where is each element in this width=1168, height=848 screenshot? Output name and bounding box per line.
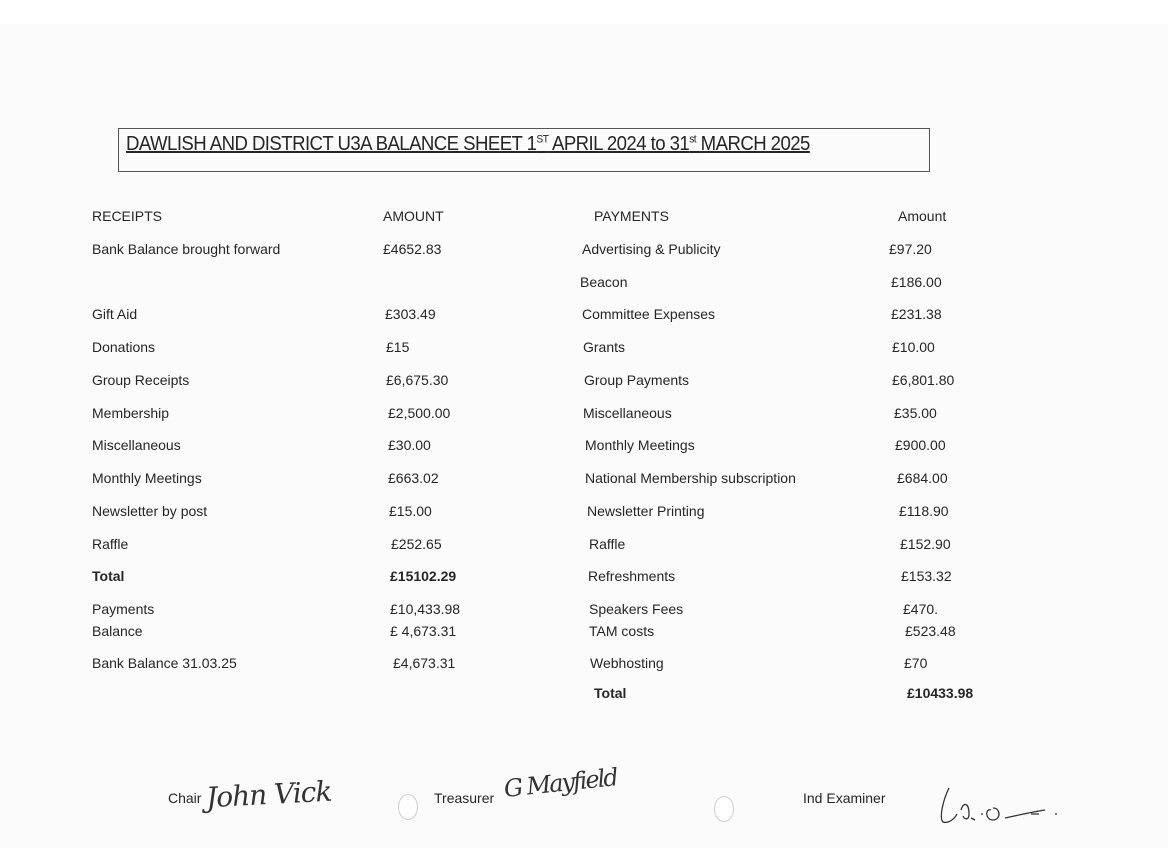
payment-amount: £186.00 xyxy=(891,274,942,290)
scan-margin xyxy=(0,0,1168,24)
receipt-amount: £30.00 xyxy=(388,437,431,453)
payments-amount-header: Amount xyxy=(898,208,947,224)
receipt-label: Raffle xyxy=(92,536,129,552)
receipt-label: Balance xyxy=(92,623,143,639)
payment-amount: £153.32 xyxy=(901,568,952,584)
receipt-label: Miscellaneous xyxy=(92,437,181,453)
receipt-amount: £ 4,673.31 xyxy=(390,623,457,639)
payment-amount: £10.00 xyxy=(892,339,935,355)
payment-label: Group Payments xyxy=(584,372,690,388)
receipt-amount: £6,675.30 xyxy=(386,372,449,388)
payment-amount: £523.48 xyxy=(905,623,956,639)
title-sup: st xyxy=(689,133,697,146)
receipts-total-label: Total xyxy=(92,568,125,584)
payment-label: Committee Expenses xyxy=(582,306,716,322)
payment-label: Monthly Meetings xyxy=(585,437,695,453)
payment-label: National Membership subscription xyxy=(585,470,796,486)
payment-amount: £152.90 xyxy=(900,536,951,552)
receipt-amount: £252.65 xyxy=(391,536,442,552)
receipt-label: Monthly Meetings xyxy=(92,470,202,486)
chair-signature: John Vick xyxy=(205,774,333,815)
title-text: APRIL 2024 to 31 xyxy=(548,133,690,155)
receipt-amount: £15 xyxy=(386,339,410,355)
payment-amount: £97.20 xyxy=(889,241,932,257)
payments-total-amount: £10433.98 xyxy=(907,685,974,701)
title-text: MARCH 2025 xyxy=(696,133,810,155)
receipt-label: Newsletter by post xyxy=(92,503,208,519)
receipt-label: Membership xyxy=(92,405,170,421)
payment-amount: £231.38 xyxy=(891,306,942,322)
receipt-label: Group Receipts xyxy=(92,372,190,388)
payments-header: PAYMENTS xyxy=(594,208,669,224)
examiner-label: Ind Examiner xyxy=(803,790,886,806)
receipts-header: RECEIPTS xyxy=(92,208,163,224)
receipts-total-amount: £15102.29 xyxy=(390,568,457,584)
receipt-amount: £303.49 xyxy=(385,306,436,322)
payment-label: TAM costs xyxy=(589,623,655,639)
punch-hole xyxy=(714,796,734,822)
examiner-signature xyxy=(935,780,1065,830)
payment-label: Advertising & Publicity xyxy=(582,241,721,257)
payment-label: Speakers Fees xyxy=(589,601,684,617)
receipt-label: Payments xyxy=(92,601,155,617)
receipt-amount: £2,500.00 xyxy=(388,405,451,421)
payment-amount: £6,801.80 xyxy=(892,372,955,388)
title-sup: ST xyxy=(536,133,549,146)
receipt-amount: £4,673.31 xyxy=(393,655,456,671)
receipt-label: Donations xyxy=(92,339,156,355)
payment-amount: £900.00 xyxy=(895,437,946,453)
payment-label: Raffle xyxy=(589,536,626,552)
chair-label: Chair xyxy=(168,790,202,806)
payment-amount: £684.00 xyxy=(897,470,948,486)
receipt-label: Gift Aid xyxy=(92,306,138,322)
payment-label: Newsletter Printing xyxy=(587,503,705,519)
payment-amount: £470. xyxy=(903,601,939,617)
punch-hole xyxy=(398,794,418,820)
payment-amount: £35.00 xyxy=(894,405,937,421)
payment-label: Grants xyxy=(583,339,626,355)
title-text: DAWLISH AND DISTRICT U3A BALANCE SHEET 1 xyxy=(126,133,537,155)
receipt-amount: £10,433.98 xyxy=(390,601,461,617)
payment-label: Webhosting xyxy=(590,655,664,671)
payments-total-label: Total xyxy=(594,685,627,701)
payment-label: Beacon xyxy=(580,274,628,290)
page-title xyxy=(126,133,810,156)
payment-label: Miscellaneous xyxy=(583,405,672,421)
receipts-amount-header: AMOUNT xyxy=(383,208,444,224)
receipt-label: Bank Balance 31.03.25 xyxy=(92,655,237,671)
payment-amount: £70 xyxy=(904,655,928,671)
payment-amount: £118.90 xyxy=(899,503,949,519)
receipt-amount: £4652.83 xyxy=(383,241,442,257)
receipt-label: Bank Balance brought forward xyxy=(92,241,281,257)
treasurer-signature: G Mayfield xyxy=(502,763,618,803)
payment-label: Refreshments xyxy=(588,568,676,584)
title-box xyxy=(118,128,930,172)
receipt-amount: £15.00 xyxy=(389,503,432,519)
receipt-amount: £663.02 xyxy=(388,470,439,486)
treasurer-label: Treasurer xyxy=(434,790,495,806)
